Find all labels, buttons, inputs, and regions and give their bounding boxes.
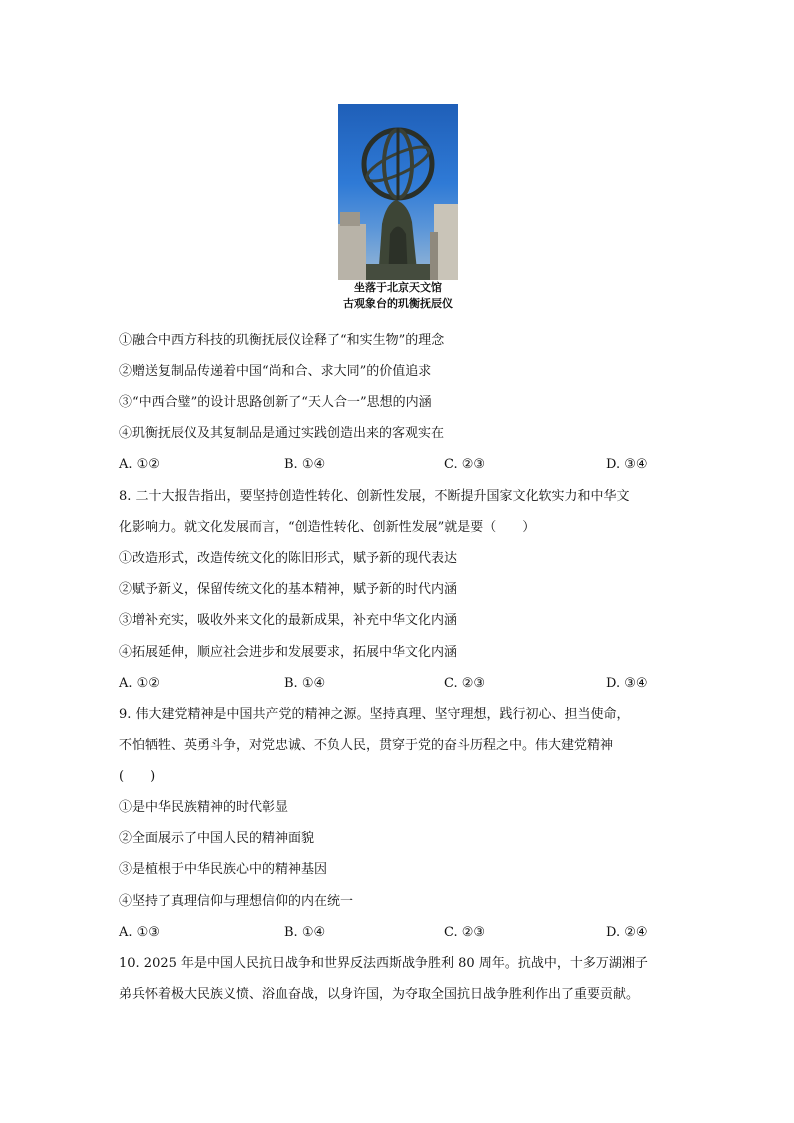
q9-option-a[interactable]: A. ①③	[119, 925, 160, 940]
q9-option-b[interactable]: B. ①④	[284, 925, 326, 940]
q8-item-4: ④拓展延伸，顺应社会进步和发展要求，拓展中华文化内涵	[119, 645, 458, 660]
q9-stem-line2: 不怕牺牲、英勇斗争，对党忠诚、不负人民，贯穿于党的奋斗历程之中。伟大建党精神	[119, 738, 614, 753]
q8-option-a[interactable]: A. ①②	[119, 676, 160, 691]
armillary-sphere-illustration	[338, 104, 458, 280]
figure-caption-line2: 古观象台的玑衡抚辰仪	[343, 297, 453, 310]
q7-option-d[interactable]: D. ③④	[606, 457, 648, 472]
armillary-sphere-photo	[338, 104, 458, 280]
q7-option-a[interactable]: A. ①②	[119, 457, 160, 472]
q9-stem-line1: 9. 伟大建党精神是中国共产党的精神之源。坚持真理、坚守理想，践行初心、担当使命，	[119, 707, 630, 722]
q8-item-3: ③增补充实，吸收外来文化的最新成果，补充中华文化内涵	[119, 613, 458, 628]
q8-option-c[interactable]: C. ②③	[444, 676, 486, 691]
q8-option-d[interactable]: D. ③④	[606, 676, 648, 691]
q8-stem-line2: 化影响力。就文化发展而言，“创造性转化、创新性发展”就是要（ ）	[119, 520, 536, 535]
q9-item-4: ④坚持了真理信仰与理想信仰的内在统一	[119, 894, 354, 909]
q7-option-c[interactable]: C. ②③	[444, 457, 486, 472]
q7-item-4: ④玑衡抚辰仪及其复制品是通过实践创造出来的客观实在	[119, 426, 445, 441]
q7-item-3: ③“中西合璧”的设计思路创新了“天人合一”思想的内涵	[119, 395, 432, 410]
q9-stem-line3: ( )	[119, 769, 156, 784]
q9-option-d[interactable]: D. ②④	[606, 925, 648, 940]
q8-option-b[interactable]: B. ①④	[284, 676, 326, 691]
q7-item-1: ①融合中西方科技的玑衡抚辰仪诠释了“和实生物”的理念	[119, 333, 445, 348]
q8-item-2: ②赋予新义，保留传统文化的基本精神，赋予新的时代内涵	[119, 582, 458, 597]
q8-item-1: ①改造形式，改造传统文化的陈旧形式，赋予新的现代表达	[119, 551, 458, 566]
q9-option-c[interactable]: C. ②③	[444, 925, 486, 940]
q8-stem-line1: 8. 二十大报告指出，要坚持创造性转化、创新性发展，不断提升国家文化软实力和中华文	[119, 489, 630, 504]
q9-item-2: ②全面展示了中国人民的精神面貌	[119, 831, 315, 846]
q10-stem-line1: 10. 2025 年是中国人民抗日战争和世界反法西斯战争胜利 80 周年。抗战中，十多万湖湘子	[119, 956, 648, 971]
q7-item-2: ②赠送复制品传递着中国“尚和合、求大同”的价值追求	[119, 364, 432, 379]
q9-item-3: ③是植根于中华民族心中的精神基因	[119, 862, 328, 877]
figure-caption-line1: 坐落于北京天文馆	[354, 281, 442, 294]
q10-stem-line2: 弟兵怀着极大民族义愤、浴血奋战，以身许国，为夺取全国抗日战争胜利作出了重要贡献。	[119, 987, 640, 1002]
q9-item-1: ①是中华民族精神的时代彰显	[119, 800, 289, 815]
q7-option-b[interactable]: B. ①④	[284, 457, 326, 472]
